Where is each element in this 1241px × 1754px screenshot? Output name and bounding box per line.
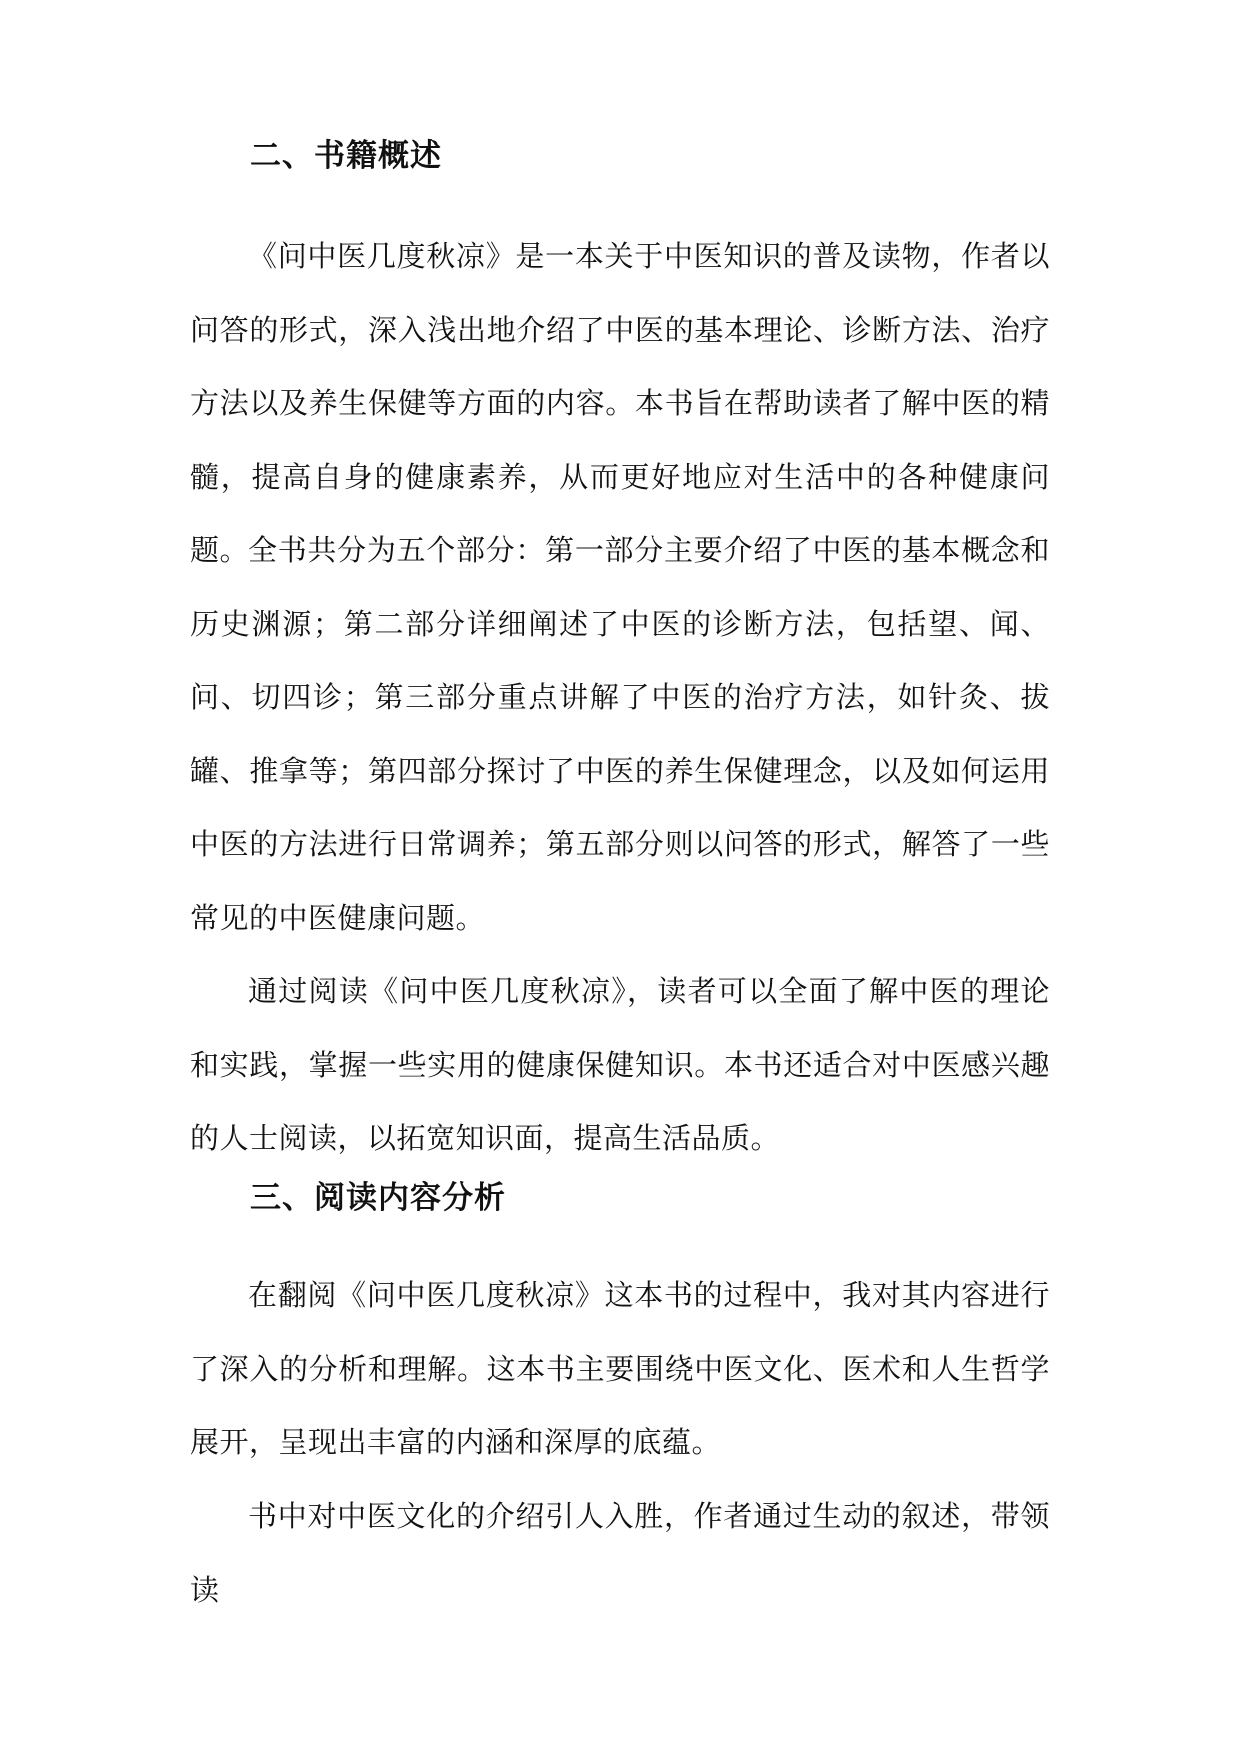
paragraph-analysis-intro: 在翻阅《问中医几度秋凉》这本书的过程中，我对其内容进行了深入的分析和理解。这本书主要围绕中医文化、医术和人生哲学展开，呈现出丰富的内涵和深厚的底蕴。 bbox=[190, 1278, 1050, 1459]
paragraph-overview-intro: 《问中医几度秋凉》是一本关于中医知识的普及读物，作者以问答的形式，深入浅出地介绍了中医的基本理论、诊断方法、治疗方法以及养生保健等方面的内容。本书旨在帮助读者了解中医的精髓，提高自身的健康素养，从而更好地应对生活中的各种健康问题。 bbox=[190, 239, 1050, 567]
paragraph-overview-structure: 全书共分为五个部分：第一部分主要介绍了中医的基本概念和历史渊源；第二部分详细阐述了中医的诊断方法，包括望、闻、问、切四诊；第三部分重点讲解了中医的治疗方法，如针灸、拔罐、推拿等；第四部分探讨了中医的养生保健理念，以及如何运用中医的方法进行日常调养；第五部分则以问答的形式，解答了一些常见的中医健康问题。 bbox=[190, 533, 1050, 935]
section-heading-book-overview: 二、书籍概述 bbox=[250, 138, 442, 174]
paragraph-analysis-culture: 书中对中医文化的介绍引人入胜，作者通过生动的叙述，带领读 bbox=[190, 1499, 1050, 1607]
section-heading-content-analysis: 三、阅读内容分析 bbox=[250, 1180, 506, 1216]
paragraph-overview-conclusion: 通过阅读《问中医几度秋凉》，读者可以全面了解中医的理论和实践，掌握一些实用的健康保健知识。本书还适合对中医感兴趣的人士阅读，以拓宽知识面，提高生活品质。 bbox=[190, 974, 1050, 1155]
